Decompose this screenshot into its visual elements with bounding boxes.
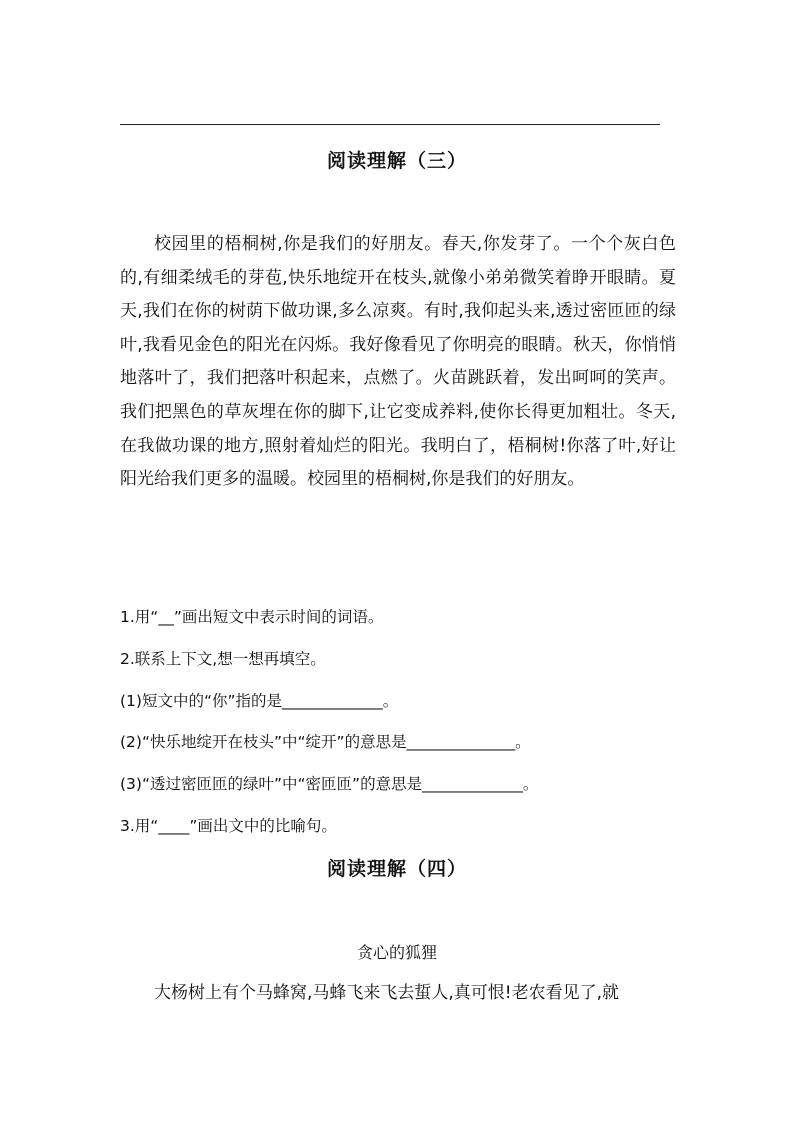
question-2: 2.联系上下文,想一想再填空。 <box>120 650 326 668</box>
story-title: 贪心的狐狸 <box>356 943 437 962</box>
question-1: 1.用“__”画出短文中表示时间的词语。 <box>120 608 384 626</box>
top-divider-line <box>120 124 660 125</box>
section-title-4: 阅读理解（四） <box>326 858 467 880</box>
reading-passage-3: 校园里的梧桐树,你是我们的好朋友。春天,你发芽了。一个个灰白色的,有细柔绒毛的芽苞,快乐地绽开在枝头,就像小弟弟微笑着睁开眼睛。夏天,我们在你的树荫下做功课,多么凉爽。有时,我仰起头来,透过密匝匝的绿叶,我看见金色的阳光在闪烁。我好像看见了你明亮的眼睛。秋天，你悄悄地落叶了，我们把落叶积起来，点燃了。火苗跳跃着，发出呵呵的笑声。我们把黑色的草灰埋在你的脚下,让它变成养料,使你长得更加粗壮。冬天,在我做功课的地方,照射着灿烂的阳光。我明白了，梧桐树!你落了叶,好让阳光给我们更多的温暖。校园里的梧桐树,你是我们的好朋友。 <box>120 234 676 490</box>
question-2-sub-2: (2)“快乐地绽开在枝头”中“绽开”的意思是______________。 <box>120 733 531 751</box>
question-2-sub-3: (3)“透过密匝匝的绿叶”中“密匝匝”的意思是_____________。 <box>120 775 539 793</box>
question-2-sub-1: (1)短文中的“你”指的是_____________。 <box>120 692 399 710</box>
section-title-3: 阅读理解（三） <box>326 150 467 172</box>
story-first-line: 大杨树上有个马蜂窝,马蜂飞来飞去蜇人,真可恨!老农看见了,就 <box>154 983 620 1003</box>
question-3: 3.用“____”画出文中的比喻句。 <box>120 817 337 835</box>
